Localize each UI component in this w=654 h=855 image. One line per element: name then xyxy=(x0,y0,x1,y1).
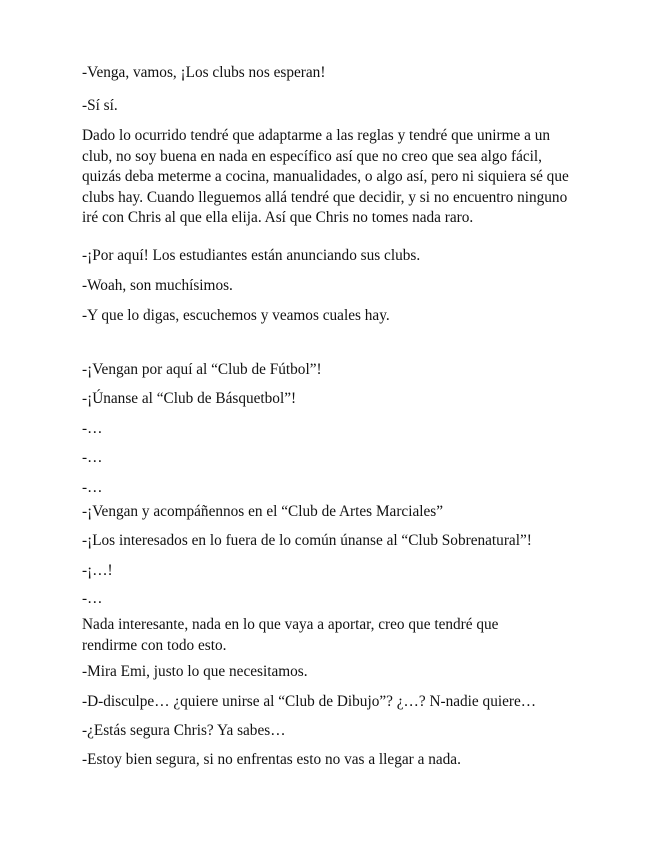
paragraph-4: -¡Por aquí! Los estudiantes están anunciando sus clubs. xyxy=(82,247,421,264)
paragraph-6: -Y que lo digas, escuchemos y veamos cuales hay. xyxy=(82,307,390,324)
paragraph-13: -¡Los interesados en lo fuera de lo común únanse al “Club Sobrenatural”! xyxy=(82,532,532,549)
paragraph-17: -Mira Emi, justo lo que necesitamos. xyxy=(82,663,308,680)
paragraph-3: Dado lo ocurrido tendré que adaptarme a las reglas y tendré que unirme a un club, no soy buena en nada en específico así que no creo que sea algo fácil, quizás deba meterme a cocina, manualidades, o algo así, pero ni siquiera sé que clubs hay. Cuando lleguemos allá tendré que decidir, y si no encuentro ninguno iré con Chris al que ella elija. Así que Chris no tomes nada raro. xyxy=(82,127,569,227)
paragraph-15: -… xyxy=(82,590,103,607)
paragraph-1: -Venga, vamos, ¡Los clubs nos esperan! xyxy=(82,64,326,81)
paragraph-5: -Woah, son muchísimos. xyxy=(82,277,233,294)
paragraph-7: -¡Vengan por aquí al “Club de Fútbol”! xyxy=(82,361,322,378)
paragraph-10: -… xyxy=(82,449,103,466)
paragraph-18: -D-disculpe… ¿quiere unirse al “Club de Dibujo”? ¿…? N-nadie quiere… xyxy=(82,693,537,710)
paragraph-2: -Sí sí. xyxy=(82,97,118,114)
paragraph-8: -¡Únanse al “Club de Básquetbol”! xyxy=(82,390,297,407)
paragraph-9: -… xyxy=(82,420,103,437)
paragraph-12: -¡Vengan y acompáñennos en el “Club de Artes Marciales” xyxy=(82,503,444,520)
paragraph-19: -¿Estás segura Chris? Ya sabes… xyxy=(82,722,286,739)
paragraph-20: -Estoy bien segura, si no enfrentas esto no vas a llegar a nada. xyxy=(82,751,461,768)
paragraph-16: Nada interesante, nada en lo que vaya a aportar, creo que tendré que rendirme con todo esto. xyxy=(82,616,499,654)
paragraph-11: -… xyxy=(82,479,103,496)
paragraph-14: -¡…! xyxy=(82,562,113,579)
